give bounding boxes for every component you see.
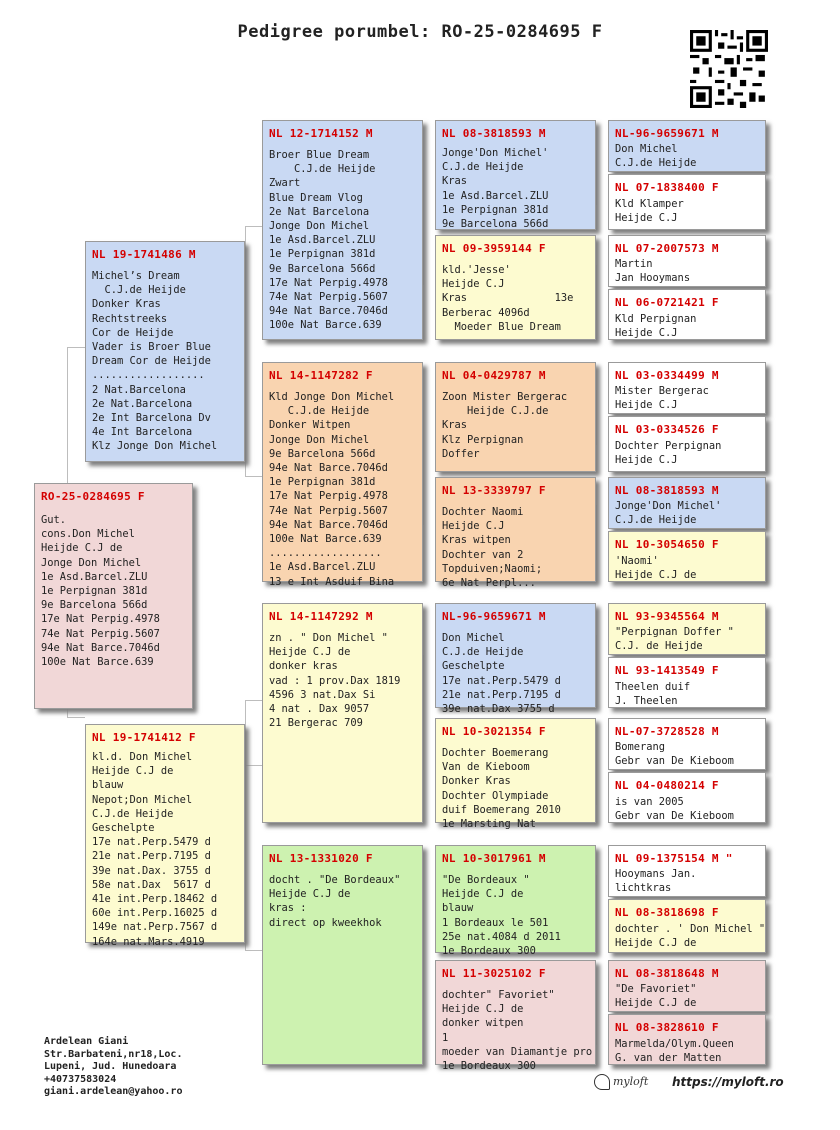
pigeon-card-gen4[interactable] xyxy=(608,235,766,287)
ring-number: NL-07-3728528 M xyxy=(615,725,719,738)
connector-dam-line xyxy=(245,700,263,950)
ring-number: NL 07-1838400 F xyxy=(615,181,719,194)
pigeon-card-gen3[interactable] xyxy=(435,603,596,716)
pigeon-card-gen3[interactable] xyxy=(435,120,596,230)
ring-number: NL 93-1413549 F xyxy=(615,664,719,677)
pigeon-card-gen4[interactable] xyxy=(608,603,766,655)
pigeon-card-gen4[interactable] xyxy=(608,120,766,172)
pigeon-card-gen4[interactable] xyxy=(608,960,766,1012)
ring-number: NL 08-3828610 F xyxy=(615,1021,719,1034)
pigeon-details: Kld Klamper Heijde C.J xyxy=(615,198,684,225)
ring-number: NL 13-1331020 F xyxy=(269,852,373,865)
pigeon-details: Jonge'Don Michel' C.J.de Heijde Kras 1e Asd.Barcel.ZLU 1e Perpignan 381d 9e Barcelona 566d xyxy=(442,147,549,231)
pigeon-card-gen4[interactable] xyxy=(608,899,766,953)
pigeon-details: Dochter Naomi Heijde C.J Kras witpen Dochter van 2 Topduiven;Naomi; 6e Nat Perpl... xyxy=(442,506,543,590)
pigeon-details: docht . "De Bordeaux" Heijde C.J de kras : direct op kweekhok xyxy=(269,874,401,929)
pigeon-details: zn . " Don Michel " Heijde C.J de donker kras vad : 1 prov.Dax 1819 4596 3 nat.Dax Si 4 nat . Dax 9057 21 Bergerac 709 xyxy=(269,632,401,730)
pigeon-card-subject[interactable] xyxy=(34,483,193,709)
pigeon-card-gen4[interactable] xyxy=(608,845,766,897)
pigeon-details: Zoon Mister Bergerac Heijde C.J.de Kras Klz Perpignan Doffer xyxy=(442,391,568,460)
pigeon-card-gen4[interactable] xyxy=(608,1014,766,1065)
pigeon-card-gen3[interactable] xyxy=(435,960,596,1073)
ring-number: NL 19-1741412 F xyxy=(92,731,196,744)
pigeon-details: Theelen duif J. Theelen xyxy=(615,681,691,708)
ring-number: NL-96-9659671 M xyxy=(615,127,719,140)
qr-code-icon xyxy=(690,30,768,108)
pigeon-details: Don Michel C.J.de Heijde Geschelpte 17e nat.Perp.5479 d 21e nat.Perp.7195 d 39e nat.Dax 3755 d xyxy=(442,632,561,716)
ring-number: NL 04-0429787 M xyxy=(442,369,546,382)
ring-number: NL 04-0480214 F xyxy=(615,779,719,792)
pigeon-card-gen4[interactable] xyxy=(608,718,766,770)
pigeon-details: Martin Jan Hooymans xyxy=(615,258,691,285)
ring-number: NL 14-1147282 F xyxy=(269,369,373,382)
pigeon-card-gen2[interactable] xyxy=(262,603,423,823)
pigeon-details: "De Bordeaux " Heijde C.J de blauw 1 Bordeaux le 501 25e nat.4084 d 2011 1e Bordeaux 300 xyxy=(442,874,561,958)
connector-h xyxy=(245,476,262,477)
pigeon-details: Kld Jonge Don Michel C.J.de Heijde Donker Witpen Jonge Don Michel 9e Barcelona 566d 94e Nat Barce.7046d 1e Perpignan 381d 17e Nat Perpig.4978 74e Nat Perpig.5607 94e Nat Barce.7046d 100e Nat Barce.639 .................. 1e Asd.Barcel.ZLU 13 e Int Asduif Bina xyxy=(269,391,395,588)
pigeon-card-gen2[interactable] xyxy=(262,362,423,588)
pigeon-card-gen2[interactable] xyxy=(262,120,423,340)
ring-number: NL 14-1147292 M xyxy=(269,610,373,623)
pigeon-card-gen4[interactable] xyxy=(608,531,766,582)
pigeon-details: dochter" Favoriet" Heijde C.J de donker witpen 1 moeder van Diamantje pro 1e Bordeaux 300 xyxy=(442,989,593,1073)
pigeon-details: Marmelda/Olym.Queen G. van der Matten xyxy=(615,1038,734,1065)
pigeon-card-gen4[interactable] xyxy=(608,289,766,340)
pigeon-card-gen3[interactable] xyxy=(435,477,596,590)
pigeon-details: Mister Bergerac Heijde C.J xyxy=(615,385,709,412)
pigeon-card-gen3[interactable] xyxy=(435,362,596,472)
ring-number: NL 12-1714152 M xyxy=(269,127,373,140)
pigeon-details: Gut. cons.Don Michel Heijde C.J de Jonge Don Michel 1e Asd.Barcel.ZLU 1e Perpignan 381d 9e Barcelona 566d 17e Nat Perpig.4978 74e Nat Perpig.5607 94e Nat Barce.7046d 100e Nat Barce.639 xyxy=(41,514,160,669)
pigeon-details: Hooymans Jan. lichtkras xyxy=(615,868,697,895)
pigeon-card-gen3[interactable] xyxy=(435,718,596,831)
pigeon-details: is van 2005 Gebr van De Kieboom xyxy=(615,796,734,823)
connector-h xyxy=(245,226,262,227)
owner-contact: Ardelean Giani Str.Barbateni,nr18,Loc. Lupeni, Jud. Hunedoara +40737583024 giani.ardelean@yahoo.ro xyxy=(44,1036,183,1097)
page-title: Pedigree porumbel: RO-25-0284695 F xyxy=(237,22,603,42)
ring-number: NL 10-3017961 M xyxy=(442,852,546,865)
ring-number: NL 10-3021354 F xyxy=(442,725,546,738)
pigeon-card-gen4[interactable] xyxy=(608,416,766,472)
pigeon-card-gen4[interactable] xyxy=(608,657,766,708)
pigeon-details: 'Naomi' Heijde C.J de xyxy=(615,555,697,582)
ring-number: NL 10-3054650 F xyxy=(615,538,719,551)
ring-number: NL 07-2007573 M xyxy=(615,242,719,255)
connector-sire-line xyxy=(245,226,263,476)
ring-number: RO-25-0284695 F xyxy=(41,490,145,503)
ring-number: NL 11-3025102 F xyxy=(442,967,546,980)
pigeon-details: Dochter Perpignan Heijde C.J xyxy=(615,440,722,467)
connector-h xyxy=(245,700,262,701)
ring-number: NL 08-3818593 M xyxy=(615,484,719,497)
pigeon-logo-icon xyxy=(594,1074,610,1090)
pigeon-details: Kld Perpignan Heijde C.J xyxy=(615,313,697,340)
pigeon-details: "De Favoriet" Heijde C.J de xyxy=(615,983,697,1010)
pigeon-card-dam[interactable] xyxy=(85,724,245,948)
ring-number: NL 09-3959144 F xyxy=(442,242,546,255)
ring-number: NL 19-1741486 M xyxy=(92,248,196,261)
ring-number: NL 08-3818648 M xyxy=(615,967,719,980)
ring-number: NL 03-0334499 M xyxy=(615,369,719,382)
pigeon-card-gen4[interactable] xyxy=(608,362,766,414)
pigeon-details: Bomerang Gebr van De Kieboom xyxy=(615,741,734,768)
connector-h xyxy=(245,950,262,951)
pigeon-card-gen3[interactable] xyxy=(435,235,596,340)
pigeon-card-gen2[interactable] xyxy=(262,845,423,1065)
pigeon-details: Broer Blue Dream C.J.de Heijde Zwart Blue Dream Vlog 2e Nat Barcelona Jonge Don Michel 1e Asd.Barcel.ZLU 1e Perpignan 381d 9e Barcelona 566d 17e Nat Perpig.4978 74e Nat Perpig.5607 94e Nat Barce.7046d 100e Nat Barce.639 xyxy=(269,149,388,332)
ring-number: NL 13-3339797 F xyxy=(442,484,546,497)
ring-number: NL 08-3818698 F xyxy=(615,906,719,919)
pigeon-details: Don Michel C.J.de Heijde xyxy=(615,143,697,170)
pigeon-details: "Perpignan Doffer " C.J. de Heijde xyxy=(615,626,734,653)
pigeon-card-gen3[interactable] xyxy=(435,845,596,958)
ring-number: NL 03-0334526 F xyxy=(615,423,719,436)
connector-dam xyxy=(67,717,85,718)
ring-number: NL 09-1375154 M " xyxy=(615,852,733,865)
pigeon-details: kld.'Jesse' Heijde C.J Kras 13e Berberac 4096d Moeder Blue Dream xyxy=(442,264,574,333)
ring-number: NL 06-0721421 F xyxy=(615,296,719,309)
logo-text: myloft xyxy=(613,1075,649,1088)
pigeon-details: Michel’s Dream C.J.de Heijde Donker Kras Rechtstreeks Cor de Heijde Vader is Broer Blue Dream Cor de Heijde .................. 2 Nat.Barcelona 2e Nat.Barcelona 2e Int Barcelona Dv 4e Int Barcelona Klz Jonge Don Michel xyxy=(92,270,218,453)
website-link[interactable]: https://myloft.ro xyxy=(672,1075,784,1089)
pigeon-details: Jonge'Don Michel' C.J.de Heijde xyxy=(615,500,722,527)
pigeon-card-gen4[interactable] xyxy=(608,477,766,529)
pigeon-card-gen4[interactable] xyxy=(608,174,766,230)
pigeon-card-gen4[interactable] xyxy=(608,772,766,823)
ring-number: NL 08-3818593 M xyxy=(442,127,546,140)
connector-sire xyxy=(67,347,85,348)
connector-h xyxy=(245,765,262,766)
pigeon-details: Dochter Boemerang Van de Kieboom Donker Kras Dochter Olympiade duif Boemerang 2010 1e Marsting Nat xyxy=(442,747,561,831)
pigeon-details: dochter . ' Don Michel " Heijde C.J de xyxy=(615,923,766,950)
pigeon-card-sire[interactable] xyxy=(85,241,245,462)
ring-number: NL 93-9345564 M xyxy=(615,610,719,623)
myloft-logo xyxy=(594,1074,648,1090)
pigeon-details: kl.d. Don Michel Heijde C.J de blauw Nepot;Don Michel C.J.de Heijde Geschelpte 17e nat.Perp.5479 d 21e nat.Perp.7195 d 39e nat.Dax. 3755 d 58e nat.Dax 5617 d 41e int.Perp.18462 d 60e int.Perp.16025 d 149e nat.Perp.7567 d 164e nat.Mars.4919 xyxy=(92,751,218,948)
ring-number: NL-96-9659671 M xyxy=(442,610,546,623)
